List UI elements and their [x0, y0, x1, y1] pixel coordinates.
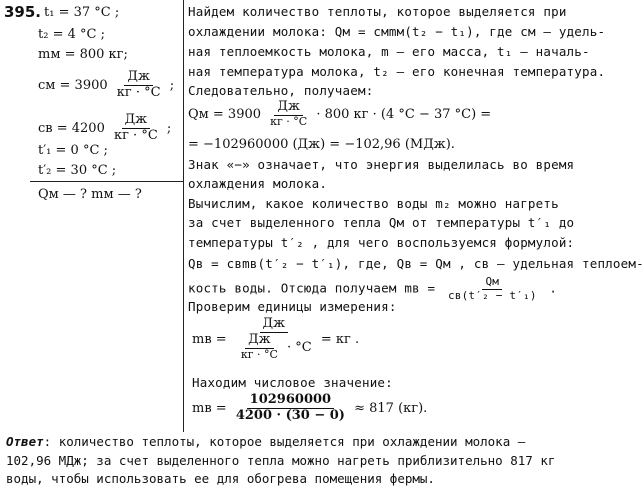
formula-qm: Qм = cмmм(t₂ − t₁) — [334, 24, 474, 39]
solution-line-4: ная температура молока, t₂ — его конечная температура. — [188, 64, 606, 79]
solution-line-12: температуры t′₂ , для чего воспользуемся формулой: — [188, 235, 575, 250]
solution-line-10: Вычислим, какое количество воды m₂ можно нагреть — [188, 196, 559, 211]
given-cm: cм = 3900 $\frac{Дж}{кг \cdot ^\circ C}$ ; — [38, 69, 175, 100]
given-cb-unit — [111, 113, 161, 144]
solution-line-1: Найдем количество теплоты, которое выделяется при — [188, 4, 567, 19]
given-mass: mм = 800 кг; — [38, 47, 128, 62]
formula-units-den-tail: · °C — [287, 339, 312, 355]
formula-heat-right: · 800 кг · (4 °C − 37 °C) = — [316, 106, 492, 122]
answer-line-2: 102,96 МДж; за счет выделенного тепла можно нагреть приблизительно 817 кг — [6, 453, 556, 468]
solution-line-17: Находим числовое значение: — [192, 375, 393, 390]
formula-mb-den: cв(t′₂ − t′₁) — [447, 288, 537, 302]
given-t2-prime: t′₂ = 30 °C ; — [38, 163, 117, 178]
given-cm-value: cм = 3900 — [38, 77, 108, 93]
given-t2: t₂ = 4 °C ; — [38, 27, 105, 42]
formula-heat-unit — [267, 100, 310, 129]
formula-units — [192, 317, 359, 362]
formula-units-fraction — [233, 317, 315, 362]
solution-line-2a: охлаждении молока: — [188, 24, 335, 39]
column-divider — [183, 0, 184, 432]
given-t1-prime: t′₁ = 0 °C ; — [38, 143, 108, 158]
solution-line-9: охлаждения молока. — [188, 176, 328, 191]
formula-heat-left: Qм = 3900 — [188, 106, 262, 122]
answer-line-3: воды, чтобы использовать ее для обогрева помещения фермы. — [6, 471, 435, 486]
formula-mass-fraction — [233, 393, 348, 424]
given-cb-unit-num: Дж — [122, 113, 151, 129]
formula-units-right: = кг . — [320, 331, 360, 347]
given-cm-unit-num: Дж — [124, 70, 153, 86]
problem-number: 395. — [4, 3, 42, 21]
answer-line-1 — [6, 435, 525, 449]
answer-text-1: : количество теплоты, которое выделяется при охлаждении молока — — [43, 434, 526, 449]
solution-line-13b: , где, Qв = Qм , cв — удельная теплоем- — [342, 256, 644, 271]
solution-line-11: за счет выделенного тепла Qм от температуры t′₁ до — [188, 215, 575, 230]
answer-label: Ответ — [6, 434, 44, 449]
formula-mass-den: 4200 · (30 − 0) — [235, 407, 345, 423]
formula-units-inner-num: Дж — [245, 333, 274, 349]
given-divider — [30, 181, 184, 182]
formula-mass-left: mв = — [192, 400, 227, 416]
formula-heat-unit-num: Дж — [274, 100, 303, 116]
formula-mass — [192, 393, 427, 424]
solution-line-3: ная теплоемкость молока, m — его масса, t₁ — началь- — [188, 44, 590, 59]
formula-mb-fraction — [445, 276, 540, 302]
formula-qb: Qв = cвmв(t′₂ − t′₁) — [188, 256, 343, 271]
solution-line-14a: кость воды. Отсюда получаем mв = — [188, 280, 436, 296]
given-t1: t₁ = 37 °C ; — [44, 5, 120, 20]
solution-line-5: Следовательно, получаем: — [188, 83, 374, 98]
formula-mass-num: 102960000 — [247, 393, 334, 409]
given-cm-unit-den: кг · °C — [116, 84, 161, 100]
formula-heat — [188, 100, 491, 129]
given-find: Qм — ? mм — ? — [38, 187, 142, 202]
solution-line-15: Проверим единицы измерения: — [188, 299, 397, 314]
given-cb-unit-den: кг · °C — [113, 127, 158, 143]
formula-heat-unit-den: кг · °C — [270, 114, 308, 128]
formula-units-num: Дж — [260, 317, 289, 333]
given-cm-unit — [114, 70, 164, 101]
solution-line-14: кость воды. Отсюда получаем mв = $\frac{Qм}{\text{cв(t′₂ − t′₁)}}$ . — [188, 275, 558, 302]
formula-heat-result: = −102960000 (Дж) = −102,96 (МДж). — [188, 137, 455, 152]
formula-units-left: mв = — [192, 331, 227, 347]
formula-units-inner-den: кг · °C — [240, 347, 278, 361]
formula-units-den — [233, 333, 315, 362]
formula-mass-right: ≈ 817 (кг). — [354, 400, 428, 416]
formula-units-inner — [238, 333, 281, 362]
given-cb-value: cв = 4200 — [38, 120, 105, 136]
formula-mb-num: Qм — [482, 276, 502, 290]
solution-line-2 — [188, 25, 605, 39]
solution-line-2c: , где cм — удель- — [473, 24, 606, 39]
solution-line-8: Знак «−» означает, что энергия выделилась во время — [188, 157, 575, 172]
given-cb: cв = 4200 $\frac{Дж}{кг \cdot ^\circ C}$ ; — [38, 112, 172, 143]
solution-line-13 — [188, 257, 644, 271]
